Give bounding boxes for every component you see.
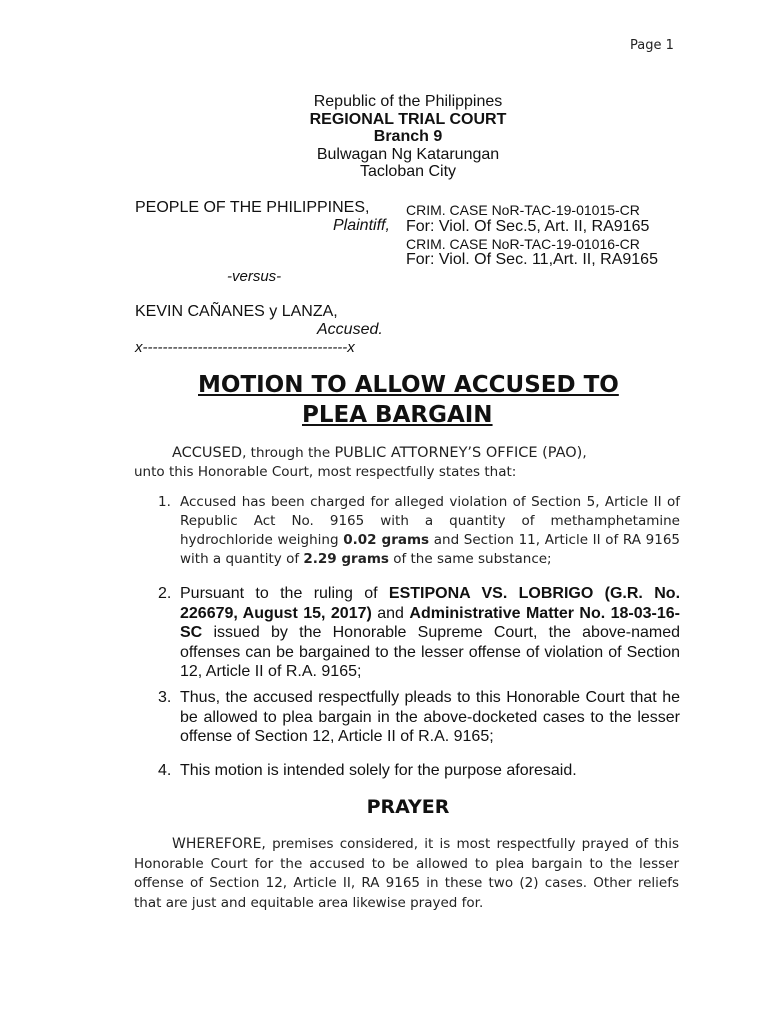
title-line-2: PLEA BARGAIN [302, 402, 493, 428]
title-line-1: MOTION TO ALLOW ACCUSED TO [198, 372, 619, 398]
court-name: REGIONAL TRIAL COURT [309, 110, 507, 128]
case-number-1: CRIM. CASE NoR-TAC-19-01015-CR [406, 202, 640, 218]
hall-line: Bulwagan Ng Katarungan [316, 145, 500, 163]
plaintiff-role: Plaintiff, [333, 217, 390, 234]
city-line: Tacloban City [359, 163, 457, 180]
accused-role: Accused. [317, 321, 383, 338]
case-number-2: CRIM. CASE NoR-TAC-19-01016-CR [406, 236, 640, 252]
intro-paragraph: ACCUSED, through the PUBLIC ATTORNEY’S OFFICE (PAO), unto this Honorable Court, most respectfully states that: [134, 445, 587, 480]
list-item: 1. Accused has been charged for alleged violation of Section 5, Article II of Republic Act No. 9165 with a quantity of methamphetamine hydrochloride weighing 0.02 grams and Section 11, Article II of RA 9165 with a quantity of 2.29 grams of the same substance; [158, 494, 680, 567]
case-offense-2: For: Viol. Of Sec. 11,Art. II, RA9165 [406, 251, 658, 268]
case-offense-1: For: Viol. Of Sec.5, Art. II, RA9165 [406, 218, 650, 235]
wherefore-label: WHEREFORE, [172, 836, 266, 852]
list-item: 2. Pursuant to the ruling of ESTIPONA VS. LOBRIGO (G.R. No. 226679, August 15, 2017) and Administrative Matter No. 18-03-16-SC issued by the Honorable Supreme Court, the above-named offenses can be bargained to the lesser offense of violation of Section 12, Article II of R.A. 9165; [158, 585, 681, 680]
prayer-heading: PRAYER [366, 796, 450, 818]
page-number: Page 1 [630, 38, 674, 53]
republic-line: Republic of the Philippines [313, 93, 503, 110]
branch-line: Branch 9 [373, 128, 443, 145]
court-header [0, 93, 768, 181]
caption-separator: x-----------------------------------------x [135, 339, 355, 356]
prayer-paragraph: WHEREFORE, premises considered, it is most respectfully prayed of this Honorable Court for the accused to be allowed to plea bargain to the lesser offense of Section 12, Article II, RA 9165 in these two (2) cases. Other reliefs that are just and equitable area likewise prayed for. [134, 836, 679, 911]
plaintiff-name: PEOPLE OF THE PHILIPPINES, [135, 199, 370, 216]
motion-title [198, 370, 619, 430]
intro-accused: ACCUSED [172, 445, 243, 461]
intro-office: PUBLIC ATTORNEY’S OFFICE (PAO) [334, 445, 583, 461]
list-item: 3. Thus, the accused respectfully pleads to this Honorable Court that he be allowed to plea bargain in the above-docketed cases to the lesser offense of Section 12, Article II of R.A. 9165; [158, 689, 680, 745]
accused-name: KEVIN CAÑANES y LANZA, [135, 303, 338, 320]
list-item: 4. This motion is intended solely for the purpose aforesaid. [158, 762, 577, 779]
versus-label: -versus- [227, 268, 282, 285]
